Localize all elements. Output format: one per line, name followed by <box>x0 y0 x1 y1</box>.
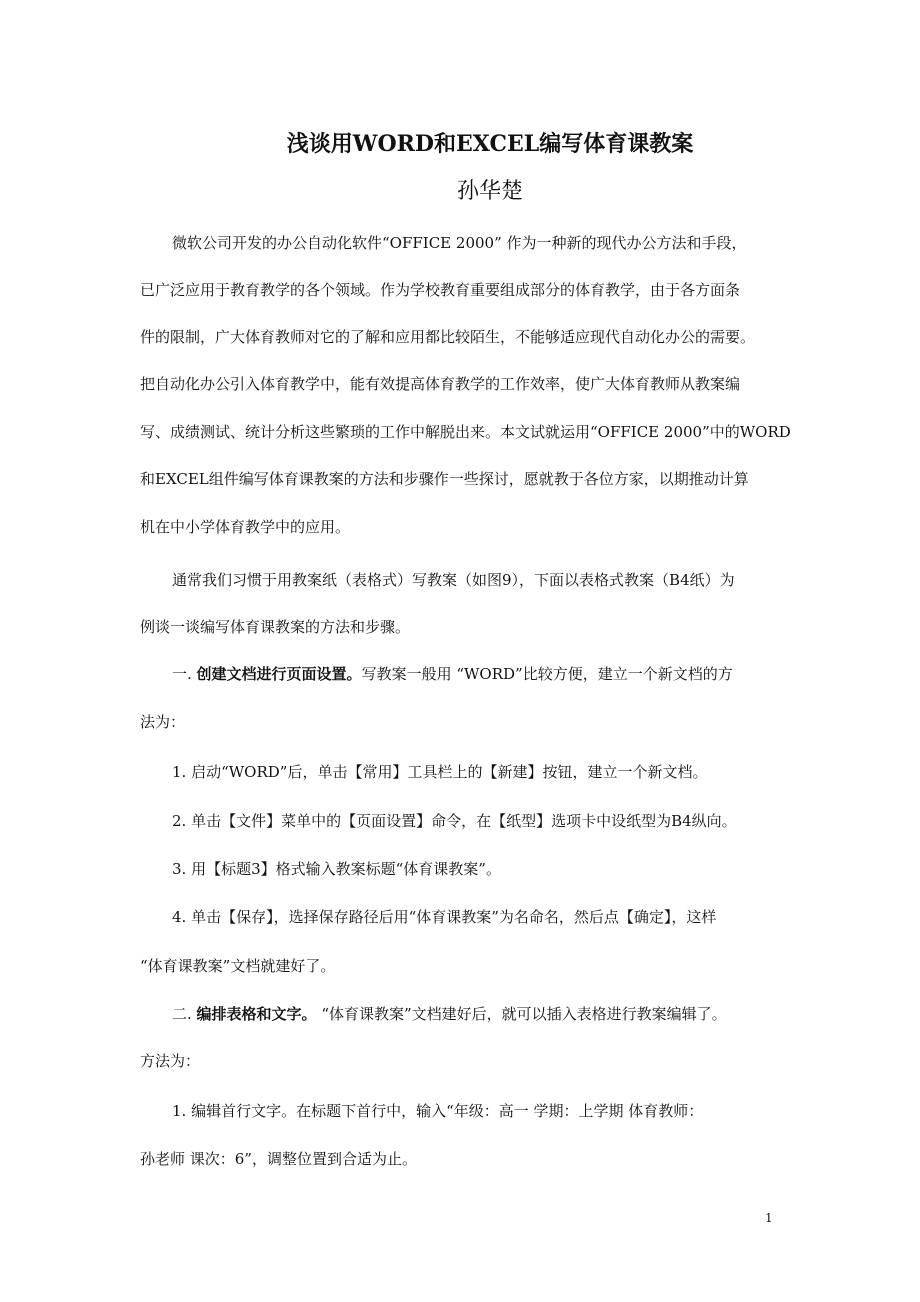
paragraph-line: “体育课教案”文档就建好了。 <box>140 957 336 975</box>
section-text: 写教案一般用 “WORD”比较方便，建立一个新文档的方 <box>361 665 733 683</box>
paragraph-line: 机在中小学体育教学中的应用。 <box>140 518 351 536</box>
author-name: 孙华楚 <box>456 179 523 204</box>
section-heading-line <box>172 1003 727 1025</box>
list-item: 4. 单击【保存】，选择保存路径后用“体育课教案”为名命名，然后点【确定】，这样 <box>172 908 717 926</box>
section-number: 一. <box>172 665 197 683</box>
paragraph-line: 法为： <box>140 713 186 731</box>
section-heading: 编排表格和文字。 <box>196 1005 317 1023</box>
document-title: 浅谈用WORD和EXCEL编写体育课教案 <box>286 131 694 157</box>
paragraph-line: 写、成绩测试、统计分析这些繁琐的工作中解脱出来。本文试就运用“OFFICE 2000”中的WORD <box>140 423 791 441</box>
paragraph-line: 和EXCEL组件编写体育课教案的方法和步骤作一些探讨，愿就教于各位方家，以期推动计算 <box>140 470 749 488</box>
list-item: 2. 单击【文件】菜单中的【页面设置】命令，在【纸型】选项卡中设纸型为B4纵向。 <box>172 812 737 830</box>
paragraph-line: 微软公司开发的办公自动化软件“OFFICE 2000” 作为一种新的现代办公方法和手段， <box>172 234 747 252</box>
paragraph-line: 把自动化办公引入体育教学中，能有效提高体育教学的工作效率，使广大体育教师从教案编 <box>140 375 741 393</box>
section-heading-line <box>172 663 733 685</box>
list-item: 1. 编辑首行文字。在标题下首行中，输入“年级：高一 学期：上学期 体育教师： <box>172 1102 704 1120</box>
paragraph-line: 已广泛应用于教育教学的各个领域。作为学校教育重要组成部分的体育教学，由于各方面条 <box>140 281 741 299</box>
section-heading: 创建文档进行页面设置。 <box>196 665 362 683</box>
list-item: 3. 用【标题3】格式输入教案标题“体育课教案”。 <box>172 860 501 878</box>
paragraph-line: 孙老师 课次：6”，调整位置到合适为止。 <box>140 1150 417 1168</box>
paragraph-line: 通常我们习惯于用教案纸（表格式）写教案（如图9），下面以表格式教案（B4纸）为 <box>172 571 735 589</box>
list-item: 1. 启动“WORD”后，单击【常用】工具栏上的【新建】按钮，建立一个新文档。 <box>172 763 708 781</box>
paragraph-line: 方法为： <box>140 1052 201 1070</box>
paragraph-line: 件的限制，广大体育教师对它的了解和应用都比较陌生，不能够适应现代自动化办公的需要。 <box>140 328 756 346</box>
page-number: 1 <box>765 1211 773 1225</box>
section-number: 二. <box>172 1005 197 1023</box>
section-text: “体育课教案”文档建好后，就可以插入表格进行教案编辑了。 <box>316 1005 727 1023</box>
paragraph-line: 例谈一谈编写体育课教案的方法和步骤。 <box>140 618 411 636</box>
